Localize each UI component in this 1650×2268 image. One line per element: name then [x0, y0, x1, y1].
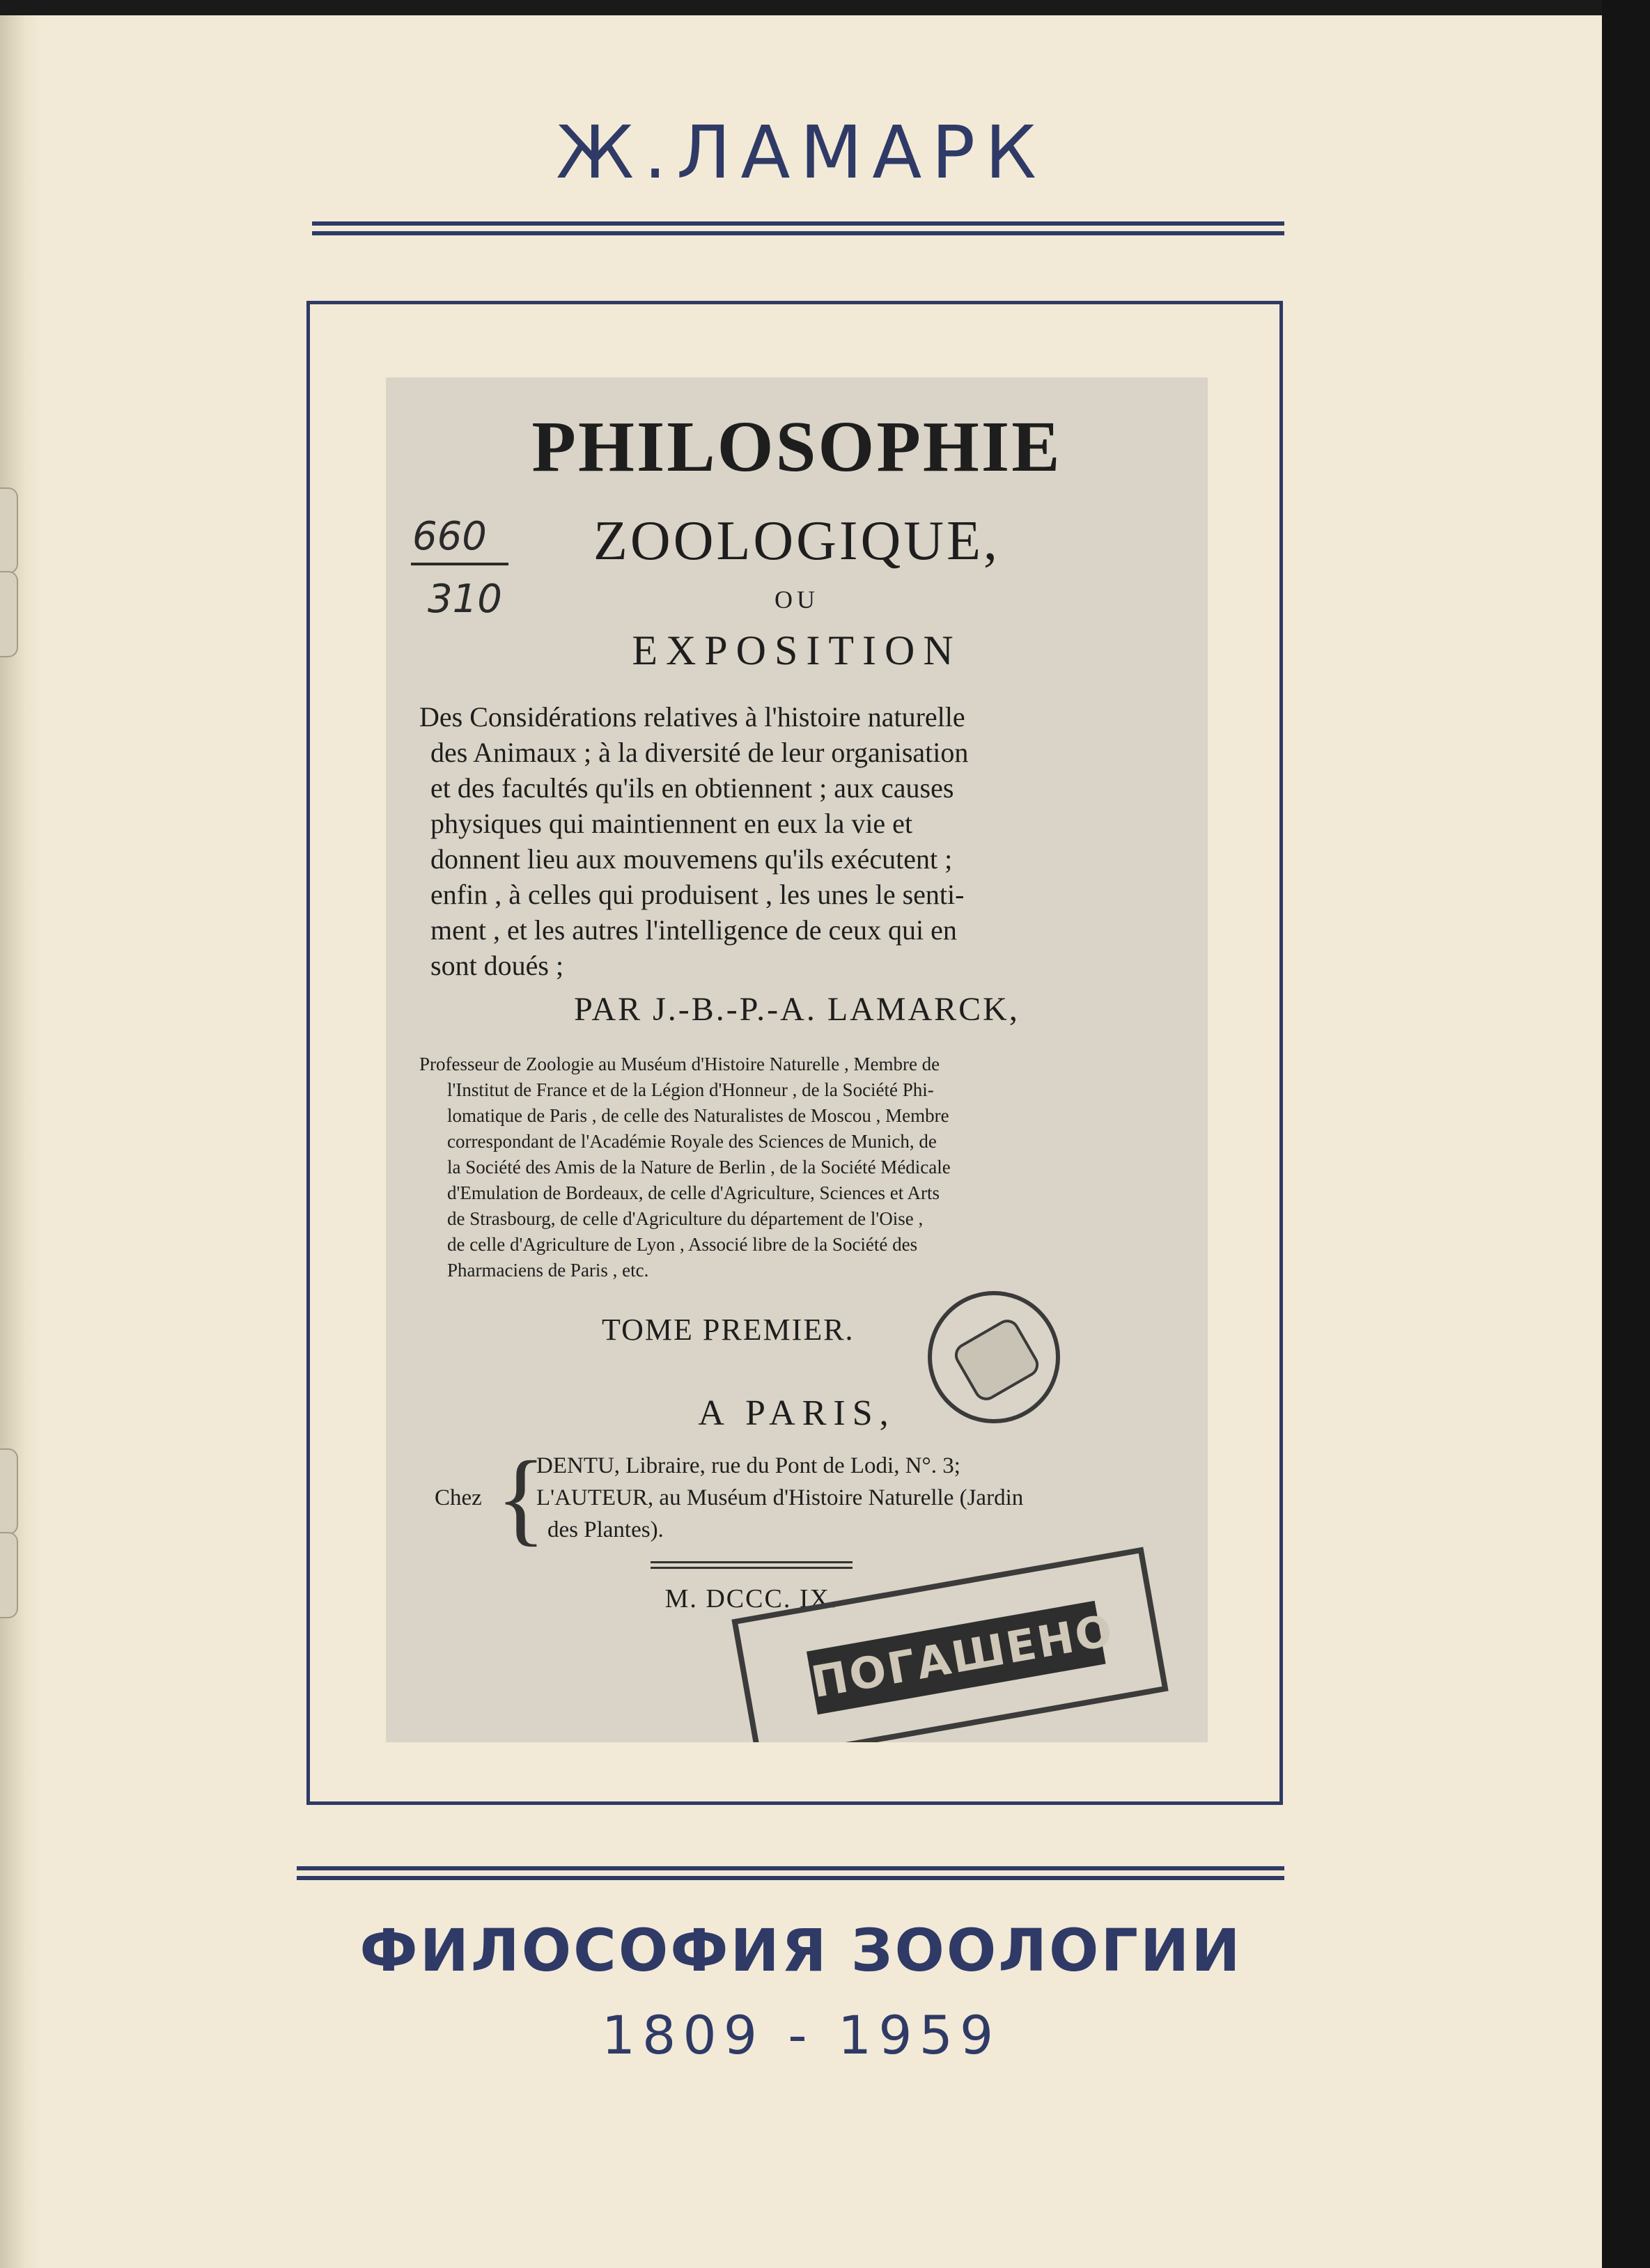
- date-rule: [651, 1567, 853, 1569]
- book-title: ФИЛОСОФИЯ ЗООЛОГИИ: [359, 1916, 1243, 1985]
- titles-line: Professeur de Zoologie au Muséum d'Histoire Naturelle , Membre de: [419, 1054, 940, 1074]
- library-stamp-center: [950, 1315, 1043, 1405]
- titles-line: de celle d'Agriculture de Lyon , Associé libre de la Société des: [447, 1234, 918, 1255]
- description-line: des Animaux ; à la diversité de leur organisation: [430, 737, 969, 768]
- scan-edge-top: [0, 0, 1650, 15]
- plate-author-titles: [419, 1051, 1172, 1283]
- description-line: sont doués ;: [430, 950, 564, 981]
- publisher-line: des Plantes).: [547, 1517, 664, 1542]
- book-years: 1809 - 1959: [601, 2004, 1001, 2066]
- handwritten-number-bottom: 310: [428, 577, 502, 622]
- binding-ring: [0, 1532, 18, 1618]
- plate-ou: OU: [775, 586, 819, 613]
- titles-line: correspondant de l'Académie Royale des Sciences de Munich, de: [447, 1131, 937, 1152]
- plate-subtitle: ZOOLOGIQUE,: [593, 510, 1000, 572]
- publisher-line: L'AUTEUR, au Muséum d'Histoire Naturelle (Jardin: [536, 1485, 1024, 1510]
- titles-line: l'Institut de France et de la Légion d'Honneur , de la Société Phi-: [447, 1079, 934, 1100]
- titles-line: lomatique de Paris , de celle des Naturalistes de Moscou , Membre: [447, 1105, 949, 1126]
- plate-tome: TOME PREMIER.: [602, 1313, 855, 1347]
- titles-line: de Strasbourg, de celle d'Agriculture du département de l'Oise ,: [447, 1208, 924, 1229]
- plate-city: A PARIS,: [698, 1393, 896, 1433]
- handwritten-underline: [411, 563, 508, 565]
- cancelled-stamp: [731, 1547, 1168, 1742]
- bottom-double-rule: [297, 1876, 1284, 1880]
- title-page-reproduction: [386, 377, 1208, 1742]
- stamp-cancelled-text: ПОГАШЕНО: [807, 1604, 1119, 1708]
- description-line: physiques qui maintiennent en eux la vie et: [430, 808, 913, 839]
- titles-line: Pharmaciens de Paris , etc.: [447, 1260, 649, 1281]
- author-name: Ж.ЛАМАРК: [556, 110, 1046, 195]
- plate-byline: PAR J.-B.-P.-A. LAMARCK,: [574, 991, 1020, 1028]
- binding-ring: [0, 1448, 18, 1535]
- titles-line: la Société des Amis de la Nature de Berlin , de la Société Médicale: [447, 1157, 951, 1178]
- description-line: ment , et les autres l'intelligence de ceux qui en: [430, 914, 957, 946]
- handwritten-number-top: 660: [412, 514, 487, 559]
- description-line: enfin , à celles qui produisent , les unes le senti-: [430, 879, 965, 910]
- titles-line: d'Emulation de Bordeaux, de celle d'Agriculture, Sciences et Arts: [447, 1182, 940, 1203]
- plate-exposition: EXPOSITION: [632, 627, 962, 673]
- binding-ring: [0, 487, 18, 574]
- plate-description: [419, 699, 1158, 983]
- plate-title: PHILOSOPHIE: [531, 407, 1062, 487]
- scan-edge-right: [1602, 0, 1650, 2268]
- plate-date: M. DCCC. IX.: [664, 1584, 839, 1613]
- description-line: donnent lieu aux mouvemens qu'ils exécutent ;: [430, 843, 953, 875]
- brace-glyph: {: [496, 1440, 546, 1556]
- publisher-line: DENTU, Libraire, rue du Pont de Lodi, N°. 3;: [536, 1453, 960, 1478]
- top-double-rule: [312, 231, 1284, 235]
- date-rule: [651, 1561, 853, 1563]
- top-double-rule: [312, 221, 1284, 226]
- description-line: Des Considérations relatives à l'histoire naturelle: [419, 701, 965, 733]
- binding-ring: [0, 571, 18, 657]
- bottom-double-rule: [297, 1866, 1284, 1870]
- publisher-chez: Chez: [435, 1485, 482, 1510]
- description-line: et des facultés qu'ils en obtiennent ; aux causes: [430, 772, 954, 804]
